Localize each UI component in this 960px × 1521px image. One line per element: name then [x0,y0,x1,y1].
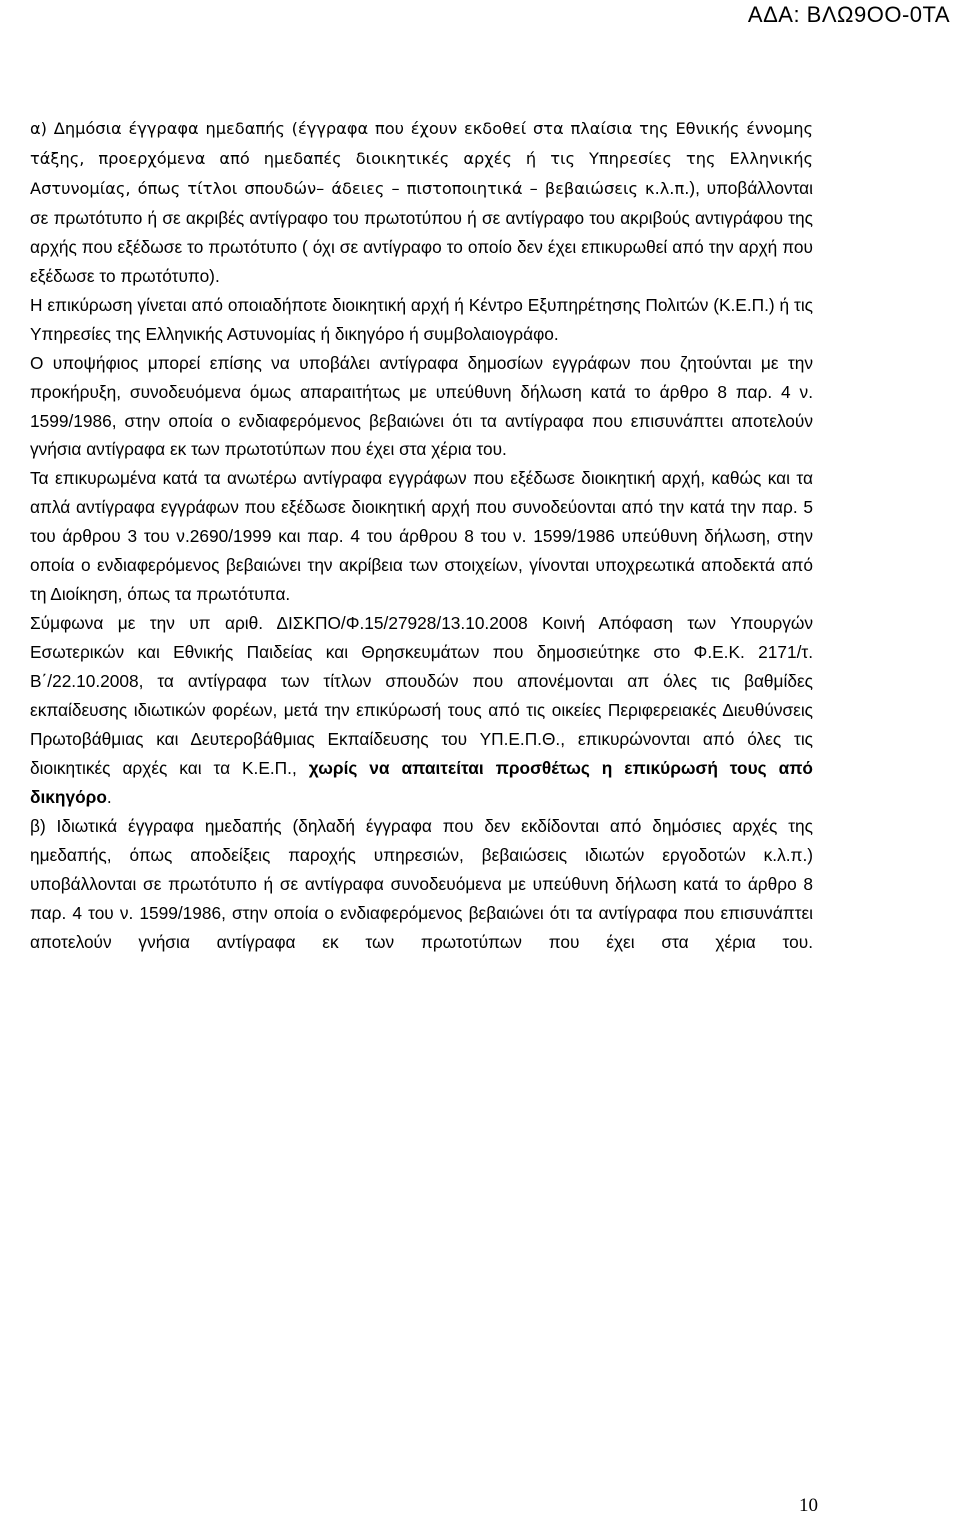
paragraph-certification: Η επικύρωση γίνεται από οποιαδήποτε διοικητική αρχή ή Κέντρο Εξυπηρέτησης Πολιτών (Κ.Ε.Π.) ή τις Υπηρεσίες της Ελληνικής Αστυνομίας ή δικηγόρο ή συμβολαιογράφο. [30,294,813,344]
paragraph-private-documents: β) Ιδιωτικά έγγραφα ημεδαπής (δηλαδή έγγραφα που δεν εκδίδονται από δημόσιες αρχές της ημεδαπής, όπως αποδείξεις παροχής υπηρεσιών, βεβαιώσεις ιδιωτών εργοδοτών κ.λ.π.) υποβάλλονται σε πρωτότυπο ή σε αντίγραφα συνοδευόμενα με υπεύθυνη δήλωση κατά το άρθρο 8 παρ. 4 του ν. 1599/1986, στην οποία ο ενδιαφερόμενος βεβαιώνει ότι τα αντίγραφα που επισυνάπτει αποτελούν γνήσια αντίγραφα εκ των πρωτοτύπων που έχει στα χέρια του. [30,815,813,952]
document-body [30,114,813,957]
paragraph-copies-declaration: Ο υποψήφιος μπορεί επίσης να υποβάλει αντίγραφα δημοσίων εγγράφων που ζητούνται με την προκήρυξη, συνοδευόμενα όμως απαραιτήτως με υπεύθυνη δήλωση κατά το άρθρο 8 παρ. 4 ν. 1599/1986, στην οποία ο ενδιαφερόμενος βεβαιώνει ότι τα αντίγραφα που επισυνάπτει αποτελούν γνήσια αντίγραφα εκ των πρωτοτύπων που έχει στα χέρια του. [30,352,813,460]
page-number: 10 [799,1495,818,1516]
ada-code-header: ΑΔΑ: ΒΛΩ9ΟΟ-0ΤΑ [747,2,950,27]
paragraph-certified-copies: Τα επικυρωμένα κατά τα ανωτέρω αντίγραφα εγγράφων που εξέδωσε διοικητική αρχή, καθώς και τα απλά αντίγραφα εγγράφων που εξέδωσε διοικητική αρχή που συνοδεύονται από την κατά την παρ. 5 του άρθρου 3 του ν.2690/1999 και παρ. 4 του άρθρου 8 του ν. 1599/1986 υπεύθυνη δήλωση, στην οποία ο ενδιαφερόμενος βεβαιώνει την ακρίβεια των στοιχείων, γίνονται υποχρεωτικά αποδεκτά από τη Διοίκηση, όπως τα πρωτότυπα. [30,468,813,605]
paragraph-public-documents [30,114,813,291]
joint-decision-text: Σύμφωνα με την υπ αριθ. ΔΙΣΚΠΟ/Φ.15/27928/13.10.2008 Κοινή Απόφαση των Υπουργών Εσωτερικών και Εθνικής Παιδείας και Θρησκευμάτων που δημοσιεύτηκε στο Φ.Ε.Κ. 2171/τ. Β΄/22.10.2008, τα αντίγραφα των τίτλων σπουδών που απονέμονται απ όλες τις βαθμίδες εκπαίδευσης ιδιωτικών φορέων, μετά την επικύρωσή τους από τις οικείες Περιφερειακές Διευθύνσεις Πρωτοβάθμιας και Δευτεροβάθμιας Εκπαίδευσης του ΥΠ.Ε.Π.Θ., επικυρώνονται από όλες τις διοικητικές αρχές και τα Κ.Ε.Π., [30,613,813,778]
joint-decision-end: . [106,786,112,807]
joint-decision-emphasis: χωρίς να απαιτείται προσθέτως η επικύρωσή τους από δικηγόρο [30,757,813,807]
public-documents-rest: ), υποβάλλονται σε πρωτότυπο ή σε ακριβές αντίγραφο του πρωτοτύπου ή σε αντίγραφο του ακριβούς αντιγράφου της αρχής που εξέδωσε το πρωτότυπο ( όχι σε αντίγραφο το οποίο δεν έχει επικυρωθεί από την αρχή που εξέδωσε το πρωτότυπο). [30,177,813,286]
public-documents-intro: α) Δημόσια έγγραφα ημεδαπής (έγγραφα που έχουν εκδοθεί στα πλαίσια της Εθνικής έννομης τάξης, προερχόμενα από ημεδαπές διοικητικές αρχές ή τις Υπηρεσίες της Ελληνικής Αστυνομίας, όπως τίτλοι σπουδών– άδειες – πιστοποιητικά – βεβαιώσεις κ.λ.π. [30,119,813,198]
paragraph-joint-decision [30,609,813,812]
